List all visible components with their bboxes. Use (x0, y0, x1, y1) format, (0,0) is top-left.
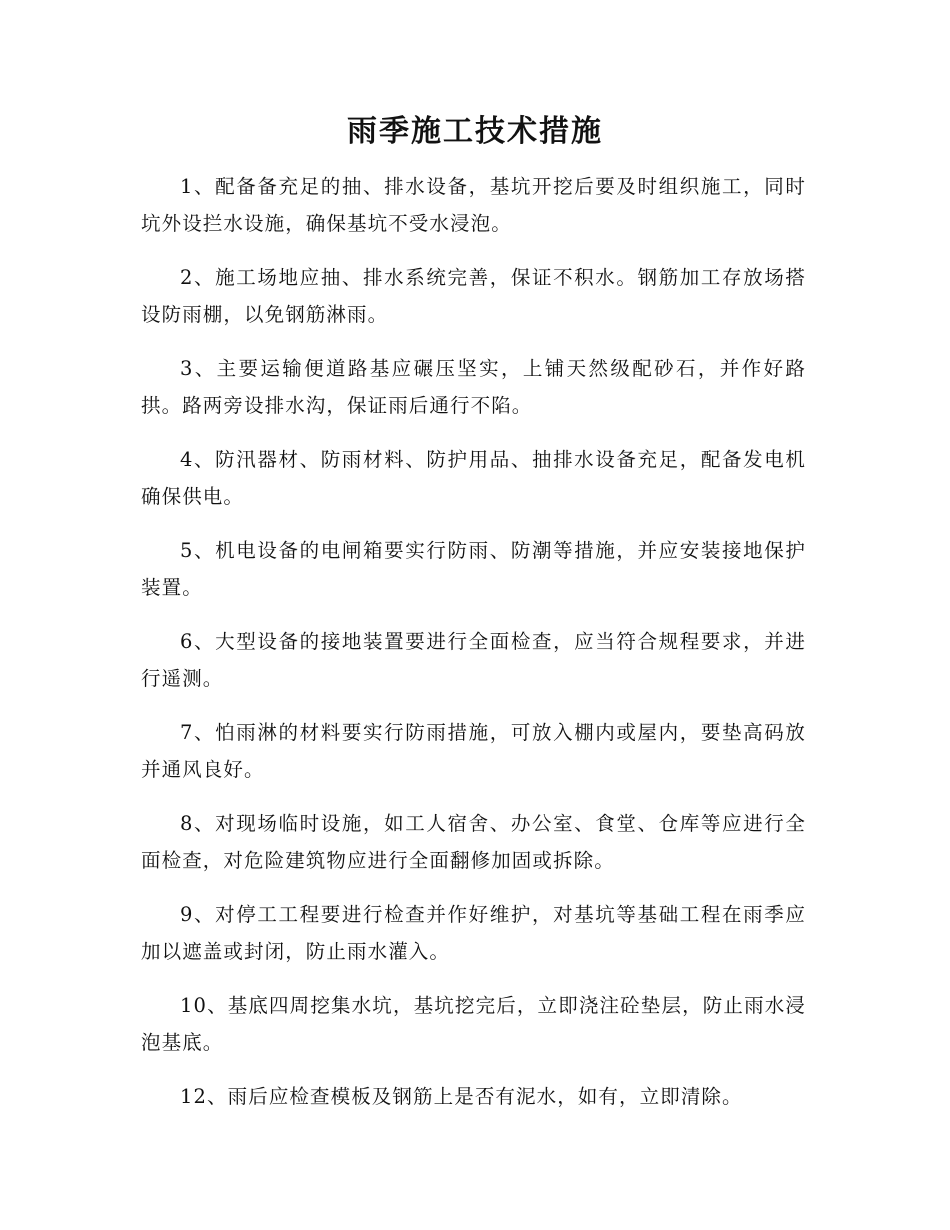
paragraph-8: 8、对现场临时设施，如工人宿舍、办公室、食堂、仓库等应进行全面检查，对危险建筑物应进行全面翻修加固或拆除。 (141, 812, 806, 872)
document-body (141, 168, 806, 1132)
paragraph-5: 5、机电设备的电闸箱要实行防雨、防潮等措施，并应安装接地保护装置。 (141, 539, 806, 599)
paragraph-9: 9、对停工工程要进行检查并作好维护，对基坑等基础工程在雨季应加以遮盖或封闭，防止雨水灌入。 (141, 903, 806, 963)
document-title: 雨季施工技术措施 (347, 114, 603, 149)
paragraph-4: 4、防汛器材、防雨材料、防护用品、抽排水设备充足，配备发电机确保供电。 (141, 448, 806, 508)
paragraph-1: 1、配备备充足的抽、排水设备，基坑开挖后要及时组织施工，同时坑外设拦水设施，确保基坑不受水浸泡。 (141, 175, 806, 235)
paragraph-7: 7、怕雨淋的材料要实行防雨措施，可放入棚内或屋内，要垫高码放并通风良好。 (141, 721, 806, 781)
paragraph-3: 3、主要运输便道路基应碾压坚实，上铺天然级配砂石，并作好路拱。路两旁设排水沟，保证雨后通行不陷。 (141, 357, 806, 417)
paragraph-2: 2、施工场地应抽、排水系统完善，保证不积水。钢筋加工存放场搭设防雨棚，以免钢筋淋雨。 (141, 266, 806, 326)
paragraph-6: 6、大型设备的接地装置要进行全面检查，应当符合规程要求，并进行遥测。 (141, 630, 806, 690)
paragraph-12: 12、雨后应检查模板及钢筋上是否有泥水，如有，立即清除。 (180, 1085, 743, 1108)
paragraph-10: 10、基底四周挖集水坑，基坑挖完后，立即浇注砼垫层，防止雨水浸泡基底。 (141, 994, 806, 1054)
